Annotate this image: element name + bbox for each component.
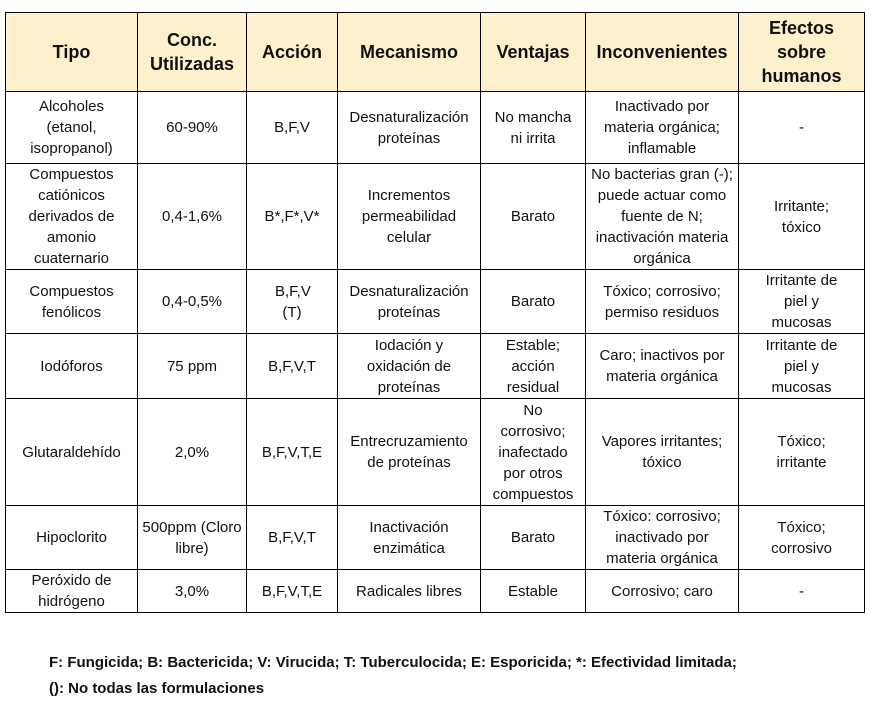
table-row — [6, 270, 865, 334]
cell-ventajas: Barato — [481, 164, 586, 270]
header-efectos: Efectos sobre humanos — [739, 13, 865, 92]
table-row — [6, 570, 865, 613]
cell-inconvenientes: No bacterias gran (-); puede actuar como fuente de N; inactivación materia orgánica — [586, 164, 739, 270]
cell-inconvenientes: Corrosivo; caro — [586, 570, 739, 613]
cell-inconvenientes: Caro; inactivos por materia orgánica — [586, 334, 739, 399]
table-row — [6, 506, 865, 570]
table-row — [6, 164, 865, 270]
cell-inconvenientes: Tóxico; corrosivo; permiso residuos — [586, 270, 739, 334]
cell-accion: B,F,V — [247, 92, 338, 164]
cell-efectos: Irritante; tóxico — [739, 164, 865, 270]
cell-accion: B,F,V,T,E — [247, 570, 338, 613]
cell-ventajas: Estable — [481, 570, 586, 613]
cell-mecanismo: Desnaturalización proteínas — [338, 92, 481, 164]
table-row — [6, 399, 865, 506]
cell-mecanismo: Iodación y oxidación de proteínas — [338, 334, 481, 399]
legend-line-2: (): No todas las formulaciones — [49, 680, 265, 697]
cell-tipo: Hipoclorito — [6, 506, 138, 570]
header-inconvenientes: Inconvenientes — [586, 13, 739, 92]
cell-concentracion: 3,0% — [138, 570, 247, 613]
disinfectant-table-container — [5, 12, 864, 613]
cell-mecanismo: Radicales libres — [338, 570, 481, 613]
cell-efectos: Tóxico; irritante — [739, 399, 865, 506]
cell-concentracion: 500ppm (Cloro libre) — [138, 506, 247, 570]
cell-accion: B,F,V,T — [247, 506, 338, 570]
disinfectant-table — [5, 12, 865, 613]
cell-concentracion: 0,4-1,6% — [138, 164, 247, 270]
cell-concentracion: 0,4-0,5% — [138, 270, 247, 334]
cell-efectos: Irritante de piel y mucosas — [739, 270, 865, 334]
legend-line-1: F: Fungicida; B: Bactericida; V: Virucida; T: Tuberculocida; E: Esporicida; *: Efectividad limitada; — [49, 654, 737, 671]
cell-accion: B,F,V,T — [247, 334, 338, 399]
cell-mecanismo: Desnaturalización proteínas — [338, 270, 481, 334]
cell-accion: B,F,V,T,E — [247, 399, 338, 506]
cell-tipo: Peróxido de hidrógeno — [6, 570, 138, 613]
header-accion: Acción — [247, 13, 338, 92]
cell-tipo: Iodóforos — [6, 334, 138, 399]
header-concentracion: Conc. Utilizadas — [138, 13, 247, 92]
cell-concentracion: 60-90% — [138, 92, 247, 164]
cell-ventajas: Barato — [481, 270, 586, 334]
cell-concentracion: 2,0% — [138, 399, 247, 506]
cell-inconvenientes: Inactivado por materia orgánica; inflamable — [586, 92, 739, 164]
legend — [49, 650, 849, 702]
cell-ventajas: No mancha ni irrita — [481, 92, 586, 164]
cell-efectos: Irritante de piel y mucosas — [739, 334, 865, 399]
cell-mecanismo: Entrecruzamiento de proteínas — [338, 399, 481, 506]
table-row — [6, 92, 865, 164]
cell-tipo: Compuestos fenólicos — [6, 270, 138, 334]
cell-mecanismo: Inactivación enzimática — [338, 506, 481, 570]
cell-tipo: Glutaraldehído — [6, 399, 138, 506]
cell-accion: B*,F*,V* — [247, 164, 338, 270]
cell-accion: B,F,V (T) — [247, 270, 338, 334]
header-tipo: Tipo — [6, 13, 138, 92]
cell-ventajas: Barato — [481, 506, 586, 570]
header-ventajas: Ventajas — [481, 13, 586, 92]
cell-inconvenientes: Vapores irritantes; tóxico — [586, 399, 739, 506]
cell-tipo: Compuestos catiónicos derivados de amonio cuaternario — [6, 164, 138, 270]
cell-inconvenientes: Tóxico: corrosivo; inactivado por materia orgánica — [586, 506, 739, 570]
cell-efectos: - — [739, 92, 865, 164]
cell-tipo: Alcoholes (etanol, isopropanol) — [6, 92, 138, 164]
cell-mecanismo: Incrementos permeabilidad celular — [338, 164, 481, 270]
cell-ventajas: No corrosivo; inafectado por otros compuestos — [481, 399, 586, 506]
header-mecanismo: Mecanismo — [338, 13, 481, 92]
table-header-row — [6, 13, 865, 92]
cell-efectos: Tóxico; corrosivo — [739, 506, 865, 570]
cell-concentracion: 75 ppm — [138, 334, 247, 399]
table-row — [6, 334, 865, 399]
cell-ventajas: Estable; acción residual — [481, 334, 586, 399]
cell-efectos: - — [739, 570, 865, 613]
